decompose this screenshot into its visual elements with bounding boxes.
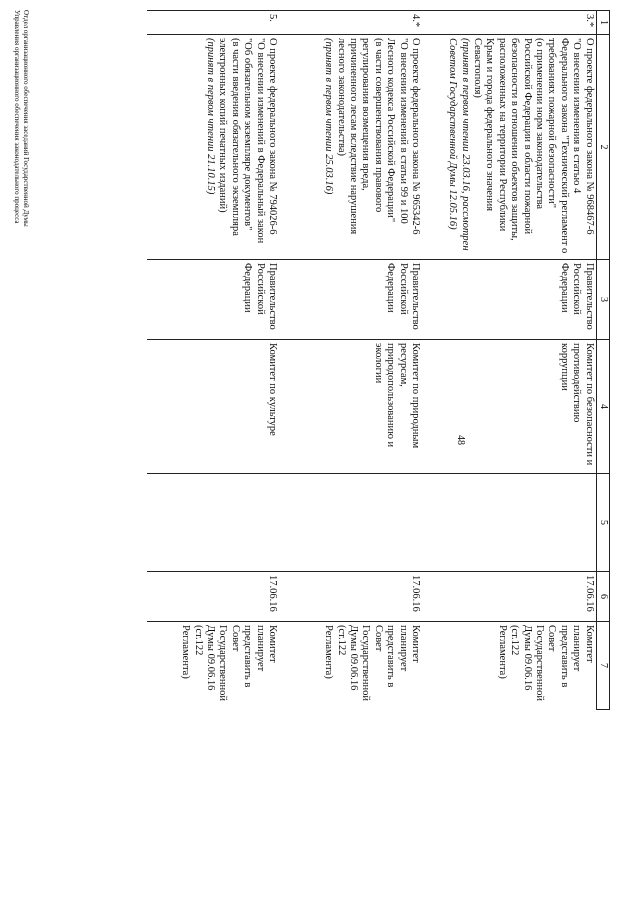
bill-title: О проекте федерального закона № 794026-6 (267, 38, 279, 235)
column-header-2: 2 (596, 35, 609, 260)
column-header-1: 1 (596, 11, 609, 35)
row-number: 3.* (422, 11, 596, 35)
bill-status: (принят в первом чтении 21.10.15) (205, 38, 217, 195)
bills-table (147, 10, 610, 710)
bill-title: О проекте федерального закона № 968467-6 (583, 38, 595, 235)
date: 17.06.16 (147, 572, 279, 622)
note: Комитет планирует представить в Совет Государственной Думы 09.06.16 (ст.122 Регламента) (147, 622, 279, 710)
bill-text: "О внесении изменений в статьи 99 и 100 Лесного кодекса Российской Федерации" (385, 38, 409, 224)
footer-line: Отдел организационного обеспечения заседаний Государственной Думы (22, 10, 30, 227)
column-header-6: 6 (596, 572, 609, 622)
bill-status: (принят в первом чтении 25.03.16) (323, 38, 335, 195)
column-number-row (596, 11, 609, 710)
footer-note (13, 10, 30, 227)
bill-description (147, 35, 279, 260)
bill-text: (о применении норм законодательства Российской Федерации в области пожарной безопасности в отношении объектов защиты, расположенных на территории Республики Крым и города федерального значения Севастополя) (471, 38, 545, 241)
bill-title: О проекте федерального закона № 965342-6 (410, 38, 422, 235)
row-number: 5. (147, 11, 279, 35)
column-header-5: 5 (596, 474, 609, 572)
date: 17.06.16 (279, 572, 422, 622)
committee: Комитет по культуре (147, 340, 279, 474)
document-page (10, 10, 610, 880)
column-5-cell (279, 474, 422, 572)
initiator: Правительство Российской Федерации (279, 260, 422, 340)
bill-description (279, 35, 422, 260)
bill-text: (в части введения обязательного экземпляра электронных копий печатных изданий) (217, 38, 241, 236)
page-number: 48 (455, 435, 466, 445)
date: 17.06.16 (422, 572, 596, 622)
table-row (147, 11, 279, 710)
bill-text: (в части совершенствования правового регулирования возмещения вреда, причиненного лесам вследствие нарушения лесного законодательства) (335, 38, 384, 235)
bill-text: "О внесении изменения в статью 4 Федерального закона "Технический регламент о требованиях пожарной безопасности" (546, 38, 583, 254)
table-row (279, 11, 422, 710)
note: Комитет планирует представить в Совет Государственной Думы 09.06.16 (ст.122 Регламента) (279, 622, 422, 710)
note: Комитет планирует представить в Совет Государственной Думы 09.06.16 (ст.122 Регламента) (422, 622, 596, 710)
initiator: Правительство Российской Федерации (422, 260, 596, 340)
footer-line: Управления организационного обеспечения законодательного процесса (13, 10, 22, 224)
column-header-7: 7 (596, 622, 609, 710)
bill-description (422, 35, 596, 260)
column-header-3: 3 (596, 260, 609, 340)
committee: Комитет по безопасности и противодействию коррупции (422, 340, 596, 474)
row-number: 4.* (279, 11, 422, 35)
bill-status: (принят в первом чтении 23.03.16, рассмотрен Советом Государственной Думы 12.05.16) (447, 38, 471, 251)
table-body (147, 11, 596, 710)
column-header-4: 4 (596, 340, 609, 474)
table-row (422, 11, 596, 710)
bill-text: "О внесении изменений в Федеральный закон "Об обязательном экземпляре документов" (242, 38, 266, 244)
column-5-cell (422, 474, 596, 572)
committee: Комитет по природным ресурсам, природопользованию и экологии (279, 340, 422, 474)
column-5-cell (147, 474, 279, 572)
initiator: Правительство Российской Федерации (147, 260, 279, 340)
